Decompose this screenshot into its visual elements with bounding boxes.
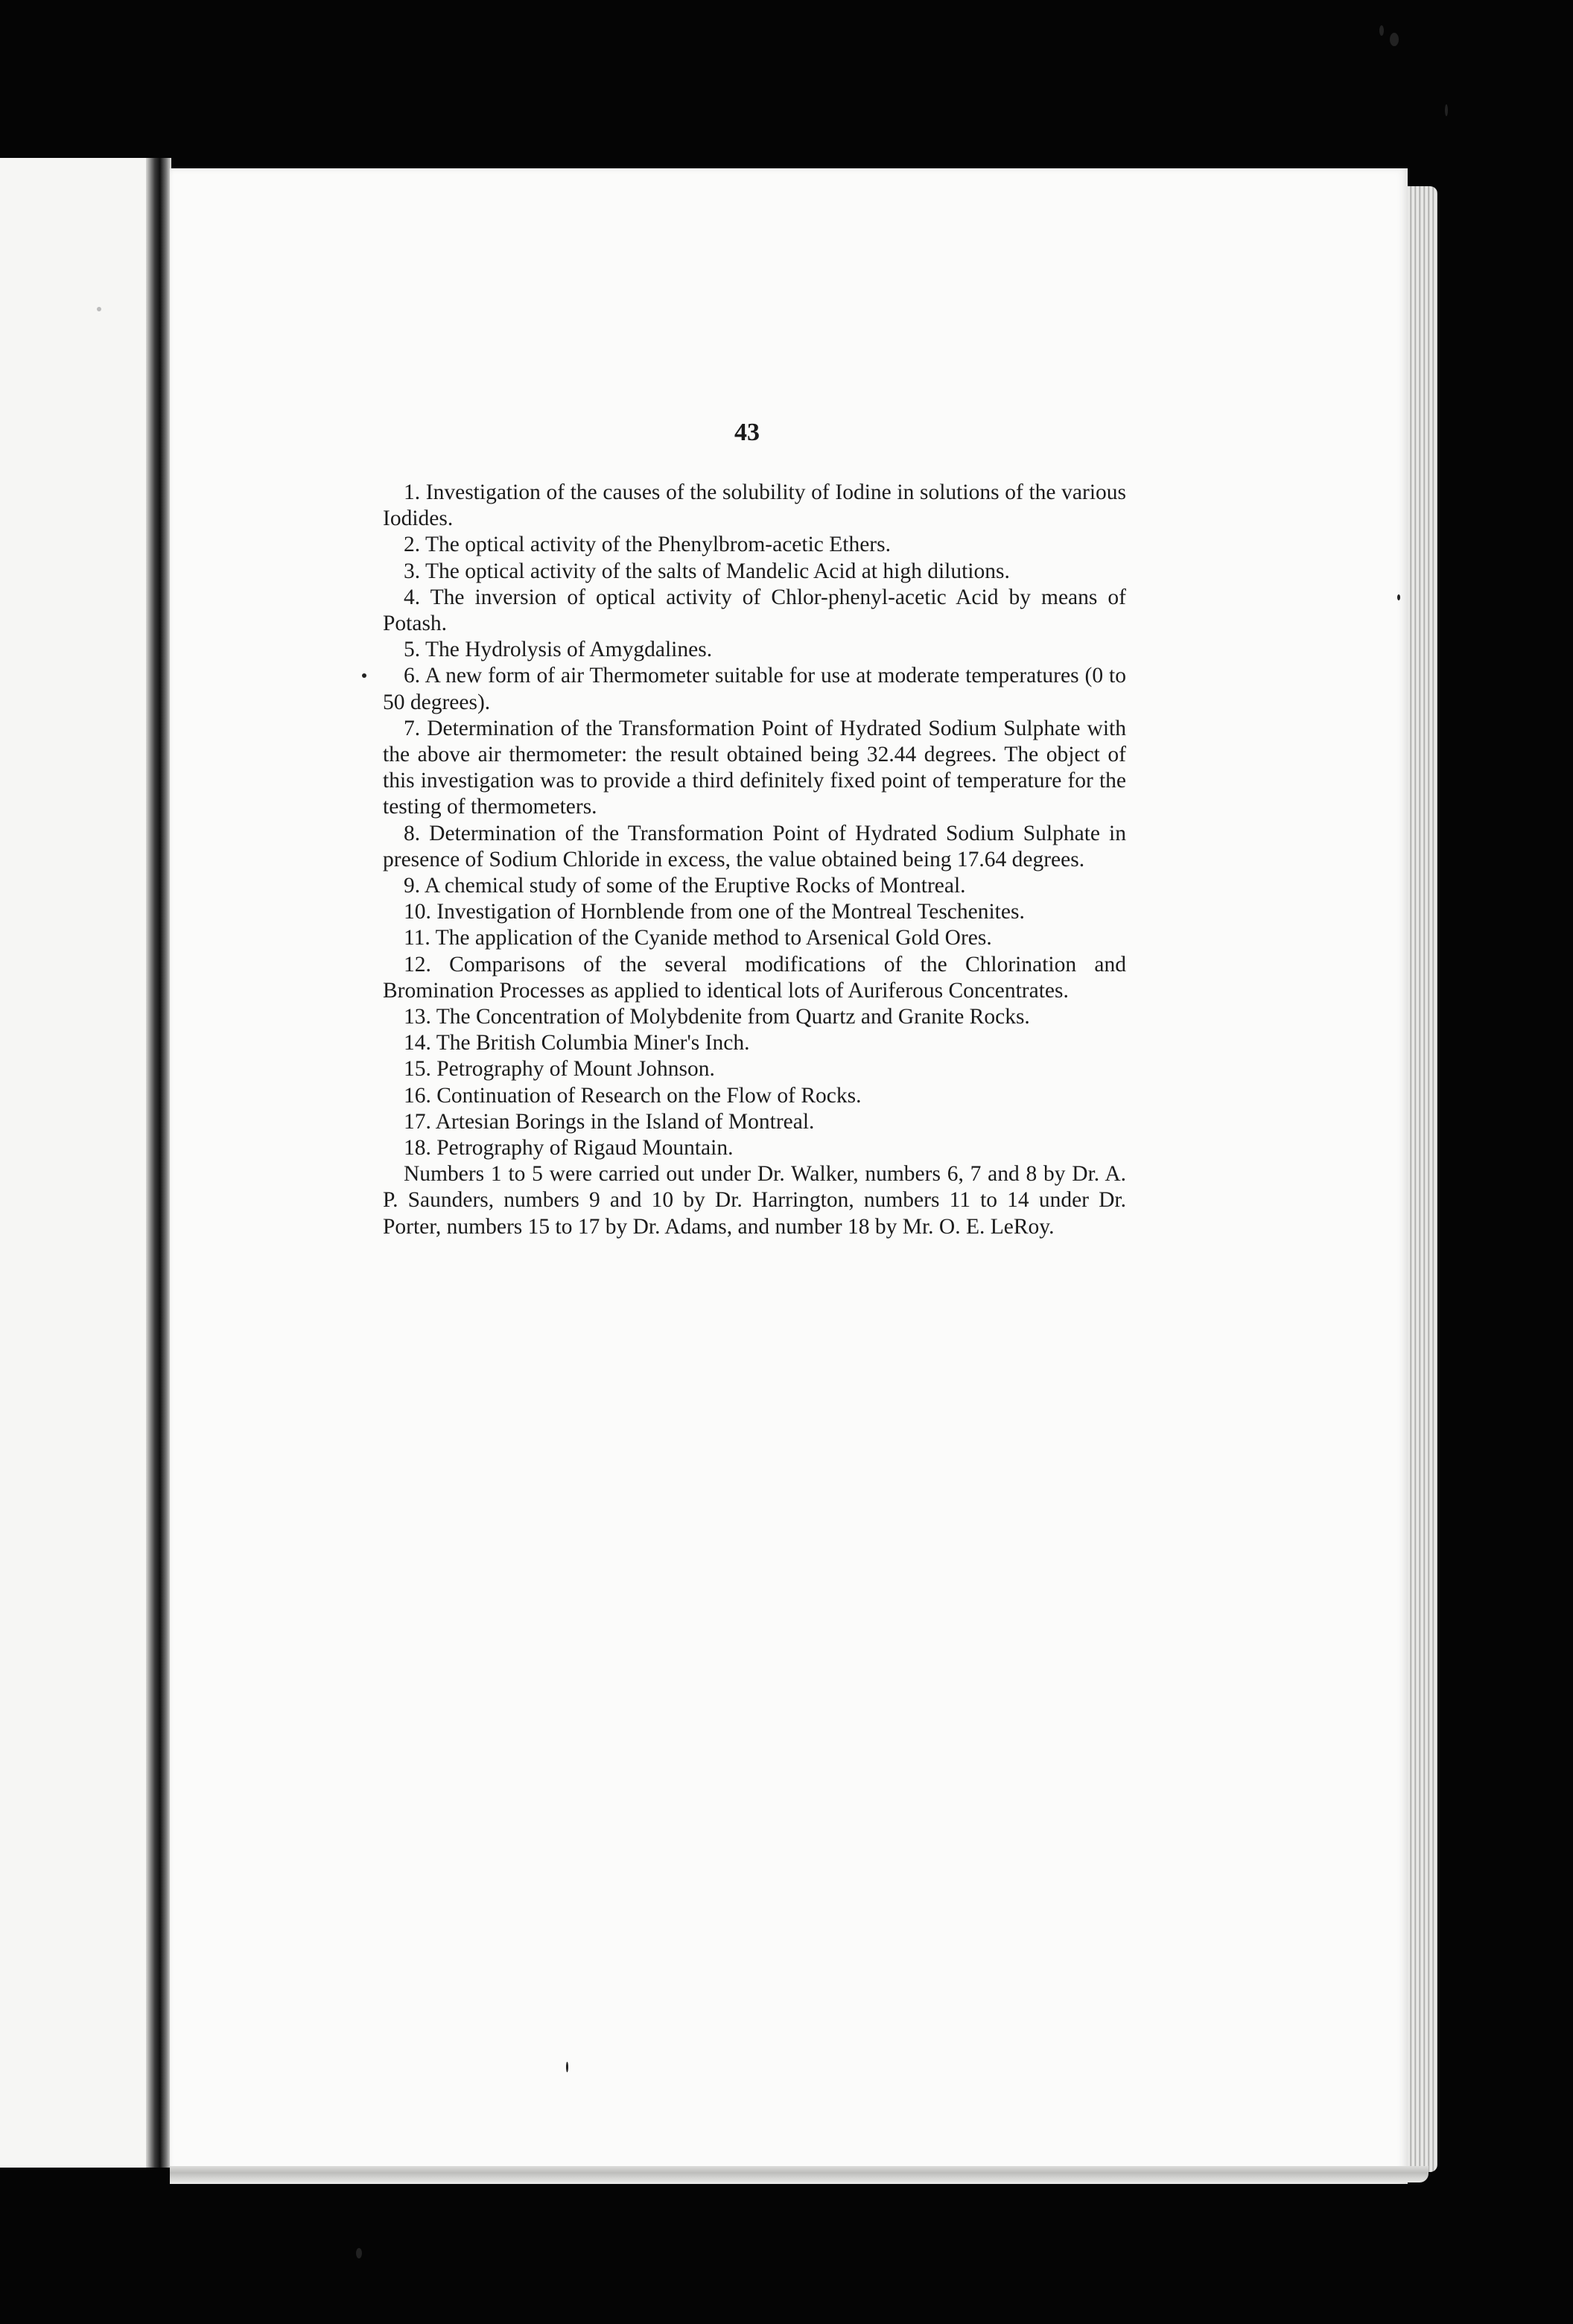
dust-speck	[362, 673, 366, 678]
dust-speck	[1390, 33, 1399, 46]
paragraph: 9. A chemical study of some of the Eruptive Rocks of Montreal.	[404, 874, 966, 898]
paragraph: 7. Determination of the Transformation Point of Hydrated Sodium Sulphate with the above air thermometer: the result obtained being 32.44 degrees. The object of this investigation was to provide a third definitely fixed point of temperature for the testing of thermometers.	[383, 716, 1126, 819]
body-text	[383, 480, 1126, 1240]
page-number: 43	[734, 419, 760, 446]
paragraph: 6. A new form of air Thermometer suitable for use at moderate temperatures (0 to 50 degrees).	[383, 664, 1126, 714]
paragraph: 5. The Hydrolysis of Amygdalines.	[404, 638, 713, 662]
page-edges	[1403, 186, 1437, 2172]
paragraph: 18. Petrography of Rigaud Mountain.	[404, 1136, 734, 1161]
paragraph: 16. Continuation of Research on the Flow of Rocks.	[404, 1083, 862, 1108]
dust-speck	[356, 2248, 362, 2258]
paragraph: 14. The British Columbia Miner's Inch.	[404, 1031, 750, 1055]
left-page	[0, 158, 158, 2168]
paragraph: 12. Comparisons of the several modifications of the Chlorination and Bromination Processes as applied to identical lots of Auriferous Concentrates.	[383, 952, 1126, 1003]
paragraph: 17. Artesian Borings in the Island of Montreal.	[404, 1109, 815, 1134]
dust-speck	[1397, 594, 1400, 600]
paragraph: 10. Investigation of Hornblende from one of the Montreal Teschenites.	[404, 900, 1025, 924]
paragraph: 13. The Concentration of Molybdenite from Quartz and Granite Rocks.	[404, 1005, 1030, 1029]
dust-speck	[1445, 104, 1448, 116]
dust-speck	[97, 307, 101, 311]
paragraph: 11. The application of the Cyanide method to Arsenical Gold Ores.	[404, 926, 992, 950]
paragraph: 1. Investigation of the causes of the solubility of Iodine in solutions of the various Iodides.	[383, 480, 1126, 531]
page-bottom-edge	[170, 2166, 1429, 2182]
paragraph: 3. The optical activity of the salts of Mandelic Acid at high dilutions.	[404, 559, 1010, 583]
paragraph: Numbers 1 to 5 were carried out under Dr. Walker, numbers 6, 7 and 8 by Dr. A. P. Saunders, numbers 9 and 10 by Dr. Harrington, numbers 11 to 14 under Dr. Porter, numbers 15 to 17 by Dr. Adams, and number 18 by Mr. O. E. LeRoy.	[383, 1162, 1126, 1239]
paragraph: 8. Determination of the Transformation Point of Hydrated Sodium Sulphate in presence of Sodium Chloride in excess, the value obtained being 17.64 degrees.	[383, 821, 1126, 872]
book-spine	[146, 158, 171, 2168]
paragraph: 15. Petrography of Mount Johnson.	[404, 1057, 715, 1082]
paragraph: 2. The optical activity of the Phenylbrom-acetic Ethers.	[404, 533, 891, 557]
dust-speck	[566, 2062, 568, 2072]
paragraph: 4. The inversion of optical activity of Chlor-phenyl-acetic Acid by means of Potash.	[383, 585, 1126, 636]
dust-speck	[1379, 25, 1384, 36]
